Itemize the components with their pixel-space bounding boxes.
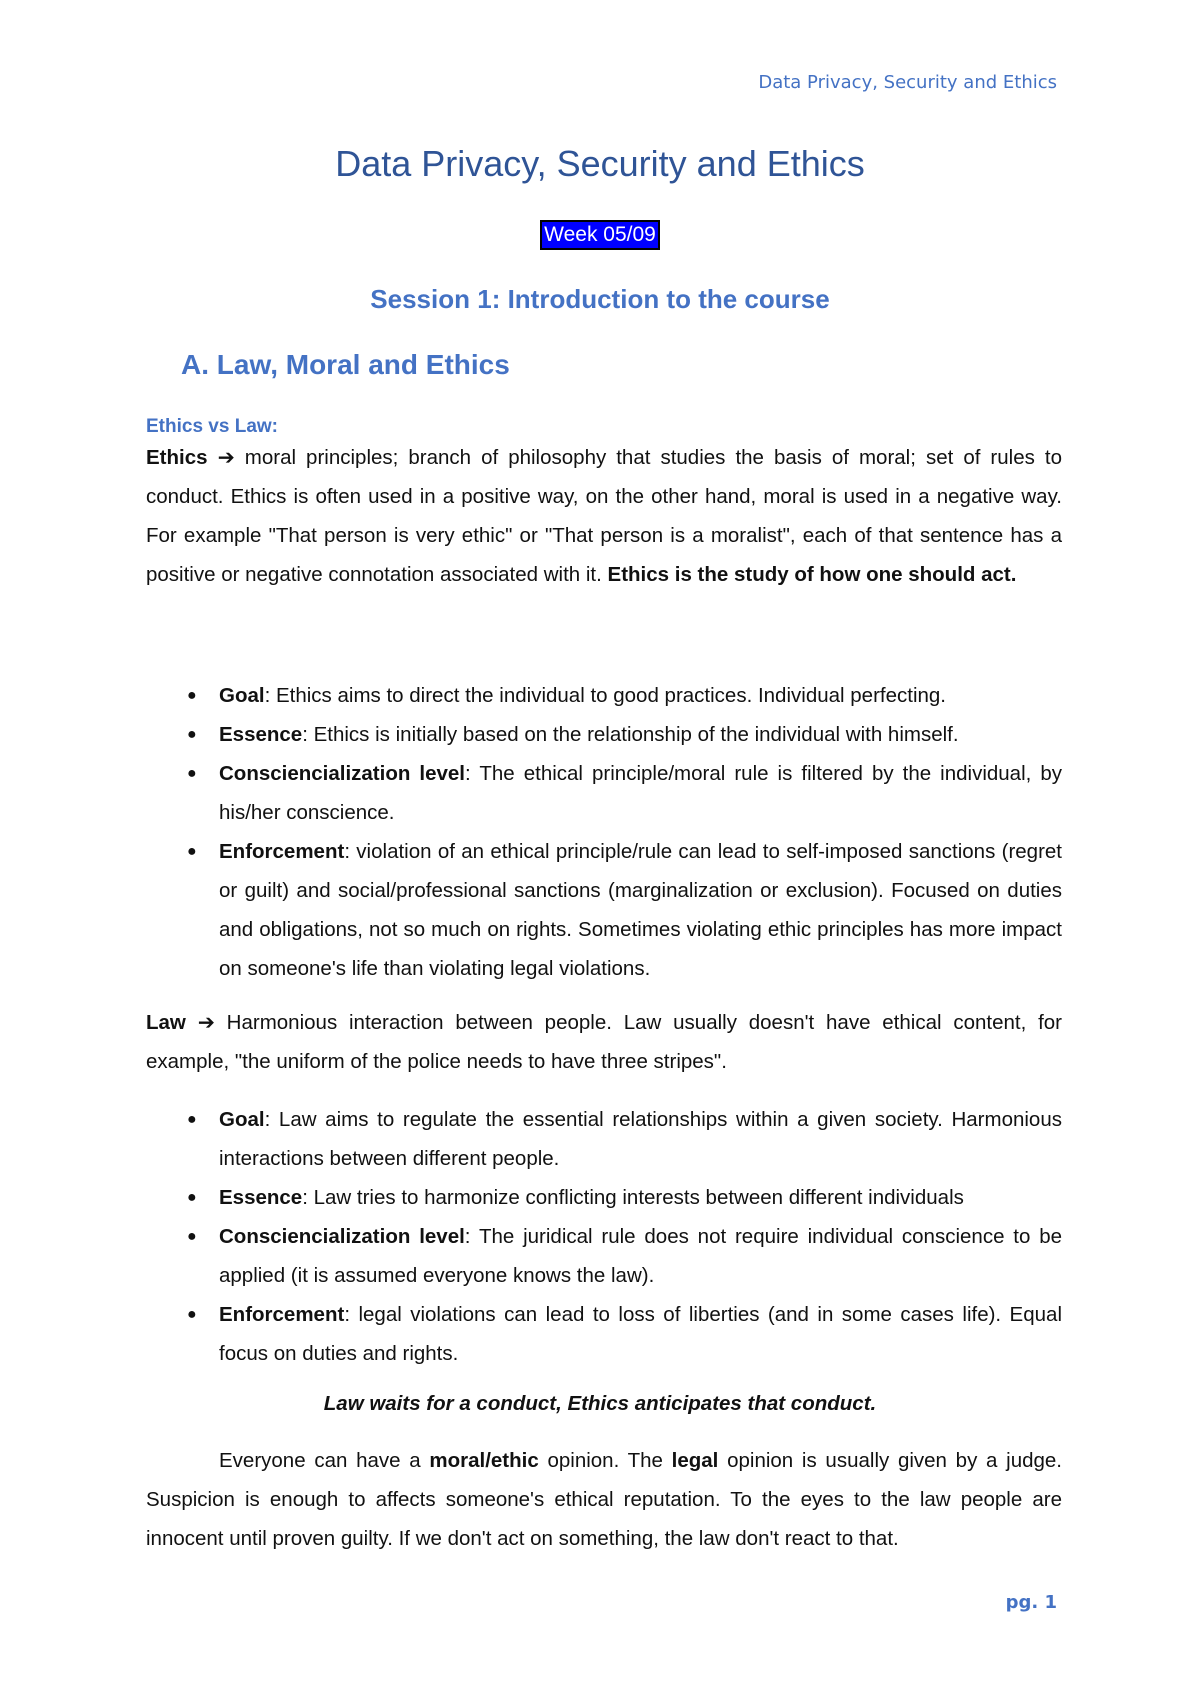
ethics-bullet-list	[146, 676, 1062, 988]
bullet-text: : Ethics aims to direct the individual to good practices. Individual perfecting.	[264, 684, 946, 707]
list-item	[146, 1178, 1062, 1217]
bullet-term: Enforcement	[219, 1303, 345, 1326]
law-intro-paragraph	[146, 1003, 1062, 1081]
bullet-term: Consciencialization level	[219, 762, 466, 785]
list-item	[146, 676, 1062, 715]
arrow-icon: ➔	[217, 446, 235, 469]
document-title: Data Privacy, Security and Ethics	[335, 143, 865, 184]
bullet-icon: ●	[187, 687, 197, 704]
bullet-text: : The juridical rule does not require individual conscience to be applied (it is assumed everyone knows the law).	[219, 1225, 1063, 1287]
closing-bold: moral/ethic	[429, 1449, 539, 1472]
ethics-intro-text: moral principles; branch of philosophy that studies the basis of moral; set of rules to conduct. Ethics is often used in a positive way, on the other hand, moral is used in a negative way. For example "That person is very ethic" or "That person is a moralist", each of that sentence has a positive or negative connotation associated with it.	[146, 446, 1062, 586]
law-term: Law	[146, 1011, 186, 1034]
list-item	[146, 1217, 1062, 1295]
bullet-text: : Ethics is initially based on the relationship of the individual with himself.	[302, 723, 959, 746]
list-item	[146, 1100, 1062, 1178]
arrow-icon: ➔	[197, 1011, 215, 1034]
bullet-term: Goal	[219, 684, 265, 707]
session-title: Session 1: Introduction to the course	[370, 284, 830, 314]
bullet-text: : Law tries to harmonize conflicting interests between different individuals	[302, 1186, 964, 1209]
ethics-term: Ethics	[146, 446, 208, 469]
bullet-text: : The ethical principle/moral rule is filtered by the individual, by his/her conscience.	[219, 762, 1063, 824]
bullet-term: Essence	[219, 723, 303, 746]
closing-paragraph	[146, 1441, 1062, 1558]
ethics-emphasis: Ethics is the study of how one should act.	[607, 563, 1017, 586]
law-intro-text: Harmonious interaction between people. Law usually doesn't have ethical content, for example, "the uniform of the police needs to have three stripes".	[146, 1011, 1062, 1073]
key-quote: Law waits for a conduct, Ethics anticipates that conduct.	[323, 1392, 877, 1415]
bullet-text: : Law aims to regulate the essential relationships within a given society. Harmonious interactions between different people.	[219, 1108, 1062, 1170]
running-header: Data Privacy, Security and Ethics	[758, 72, 1057, 93]
bullet-icon: ●	[187, 765, 197, 782]
closing-text: opinion. The	[538, 1449, 672, 1472]
subheading-ethics-vs-law: Ethics vs Law:	[146, 416, 278, 437]
bullet-term: Goal	[219, 1108, 265, 1131]
bullet-text: : violation of an ethical principle/rule can lead to self-imposed sanctions (regret or guilt) and social/professional sanctions (marginalization or exclusion). Focused on duties and obligations, not so much on rights. Sometimes violating ethic principles has more impact on someone's life than violating legal violations.	[219, 840, 1062, 980]
list-item	[146, 754, 1062, 832]
closing-bold: legal	[671, 1449, 719, 1472]
page-number: pg. 1	[1005, 1592, 1057, 1613]
bullet-icon: ●	[187, 1189, 197, 1206]
bullet-icon: ●	[187, 1228, 197, 1245]
list-item	[146, 832, 1062, 988]
closing-text: opinion is usually given by a judge. Suspicion is enough to affects someone's ethical reputation. To the eyes to the law people are innocent until proven guilty. If we don't act on something, the law don't react to that.	[146, 1449, 1063, 1550]
bullet-text: : legal violations can lead to loss of liberties (and in some cases life). Equal focus on duties and rights.	[219, 1303, 1062, 1365]
closing-text: Everyone can have a	[219, 1449, 430, 1472]
law-bullet-list	[146, 1100, 1062, 1373]
section-heading: A. Law, Moral and Ethics	[181, 349, 510, 380]
bullet-term: Consciencialization level	[219, 1225, 465, 1248]
bullet-icon: ●	[187, 726, 197, 743]
bullet-icon: ●	[187, 1111, 197, 1128]
bullet-icon: ●	[187, 1306, 197, 1323]
bullet-term: Essence	[219, 1186, 303, 1209]
bullet-icon: ●	[187, 843, 197, 860]
week-label: Week 05/09	[544, 223, 656, 246]
week-label-wrap	[0, 222, 1200, 248]
ethics-intro-paragraph	[146, 438, 1062, 594]
bullet-term: Enforcement	[219, 840, 345, 863]
list-item	[146, 1295, 1062, 1373]
list-item	[146, 715, 1062, 754]
